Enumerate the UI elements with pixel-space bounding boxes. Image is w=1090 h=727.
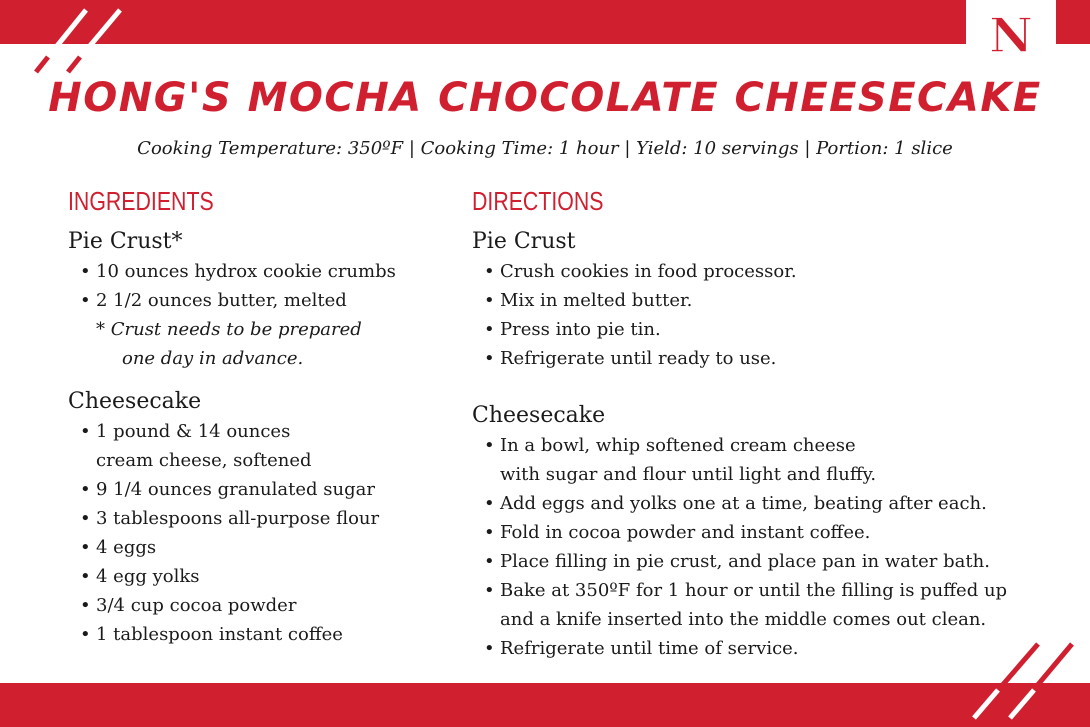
- ingredients-cheesecake-section: [68, 387, 458, 649]
- list-item: [484, 576, 1072, 634]
- list-item: • Place filling in pie crust, and place pan in water bath.: [484, 547, 1072, 576]
- list-item-line: In a bowl, whip softened cream cheese: [500, 434, 856, 456]
- list-item: [80, 417, 458, 475]
- list-item: • Refrigerate until time of service.: [484, 634, 1072, 663]
- directions-pie-crust-list: [472, 257, 1072, 373]
- list-item: • Press into pie tin.: [484, 315, 1072, 344]
- ingredients-pie-crust-section: [68, 227, 458, 373]
- list-item: • 1 tablespoon instant coffee: [80, 620, 458, 649]
- list-item: • Refrigerate until ready to use.: [484, 344, 1072, 373]
- list-item: • 4 eggs: [80, 533, 458, 562]
- list-item-line: cream cheese, softened: [96, 449, 312, 471]
- crust-note-text-1: * Crust needs to be prepared: [96, 318, 362, 340]
- ingredients-heading: INGREDIENTS: [68, 186, 214, 216]
- nebraska-n-logo: N: [989, 8, 1033, 64]
- list-item: [484, 431, 1072, 489]
- list-item-line: 1 pound & 14 ounces: [96, 420, 291, 442]
- list-item-line: and a knife inserted into the middle comes out clean.: [500, 608, 987, 630]
- list-item: • 3/4 cup cocoa powder: [80, 591, 458, 620]
- list-item-line: Bake at 350ºF for 1 hour or until the filling is puffed up: [500, 579, 1008, 601]
- ingredients-pie-crust-list: [68, 257, 458, 373]
- list-item: • 4 egg yolks: [80, 562, 458, 591]
- list-item: • 9 1/4 ounces granulated sugar: [80, 475, 458, 504]
- ingredients-cheesecake-heading: Cheesecake: [68, 388, 202, 414]
- bottom-red-band: [0, 683, 1090, 727]
- directions-cheesecake-heading: Cheesecake: [472, 402, 606, 428]
- list-item: • 10 ounces hydrox cookie crumbs: [80, 257, 458, 286]
- crust-note-line-1: [80, 315, 458, 344]
- list-item: • 2 1/2 ounces butter, melted: [80, 286, 458, 315]
- logo-container: [966, 0, 1056, 74]
- crust-note-text-2: one day in advance.: [122, 347, 304, 369]
- list-item: • Crush cookies in food processor.: [484, 257, 1072, 286]
- directions-cheesecake-list: [472, 431, 1072, 663]
- top-red-band: [0, 0, 1090, 44]
- ingredients-column: [68, 186, 458, 663]
- recipe-meta: Cooking Temperature: 350ºF | Cooking Time: 1 hour | Yield: 10 servings | Portion: 1 slice: [137, 138, 953, 159]
- directions-pie-crust-section: [472, 227, 1072, 373]
- list-item: • Fold in cocoa powder and instant coffee.: [484, 518, 1072, 547]
- list-item: • 3 tablespoons all-purpose flour: [80, 504, 458, 533]
- directions-cheesecake-section: [472, 401, 1072, 663]
- list-item: • Mix in melted butter.: [484, 286, 1072, 315]
- list-item-line: with sugar and flour until light and fluffy.: [500, 463, 877, 485]
- list-item: • Add eggs and yolks one at a time, beating after each.: [484, 489, 1072, 518]
- directions-pie-crust-heading: Pie Crust: [472, 229, 576, 255]
- ingredients-cheesecake-list: [68, 417, 458, 649]
- crust-note-line-2: [80, 344, 458, 373]
- ingredients-pie-crust-heading: Pie Crust*: [68, 229, 183, 255]
- directions-heading: DIRECTIONS: [472, 186, 604, 216]
- top-left-slash-decoration: [28, 6, 128, 76]
- directions-column: [472, 186, 1072, 677]
- recipe-title: HONG'S MOCHA CHOCOLATE CHEESECAKE: [48, 75, 1042, 121]
